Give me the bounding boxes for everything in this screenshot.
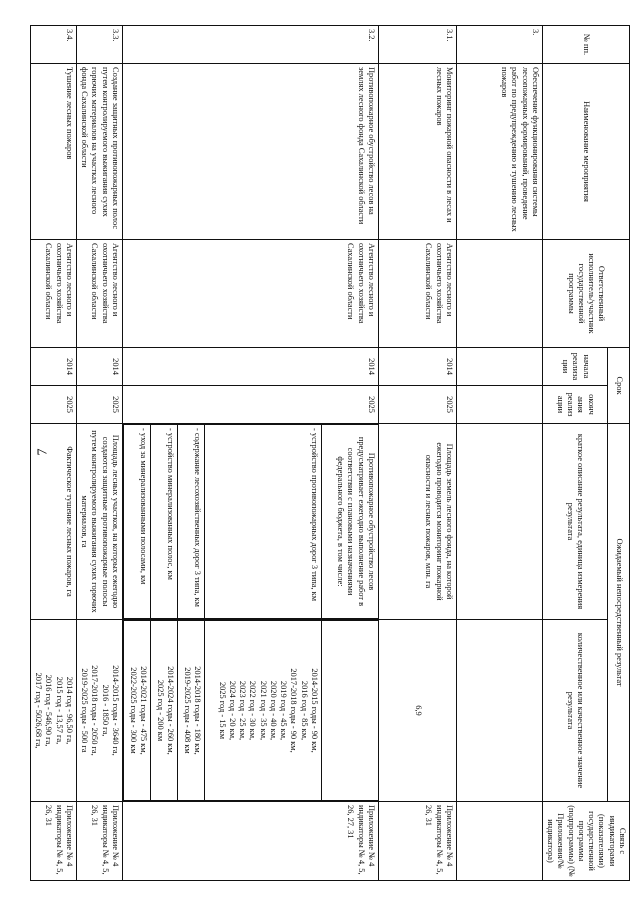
row-start: 2014 [379,348,457,386]
row-desc: Противопожарное обустройство лесов предусматривает ежегодно выполнение работ в соответствии с плановыми назначениями федерального бюджета, в том числе: [322,425,379,619]
subitem-values: 2014-2015 годы - 90 км, 2016 год - 85 км, 2017-2018 годы - 90 км, 2019 год - 45 км, 2020 год - 40 км, 2021 год - 35 км, 2022 год - 30 км, 2023 год - 25 км, 2024 год - 20 км, 2025 год - 15 км [205,621,322,801]
table-row [123,26,379,881]
header-expected: Ожидаемый непосредственный результат [608,424,630,802]
row-executor: Агентство лесного и охотничьего хозяйства Сахалинской области [31,240,77,348]
document-sheet [34,25,630,880]
table-row [379,26,457,881]
row-name: Обеспечение функционирования системы лесопожарных формирований, проведение работ по предупреждению и тушению лесных пожаров [457,64,543,240]
row-num: 3.2. [123,26,379,64]
subitem-desc: - устройство минерализованных полос, км [151,425,178,619]
header-start: начала реализа ции [543,348,608,386]
row-num: 3.3. [77,26,123,64]
row-end: 2025 [379,386,457,424]
row-link: Приложение № 4 индикаторы № 4, 5, 26, 31 [77,802,123,881]
row-desc: Площадь лесных участков, на которых ежегодно создаются защитные противопожарные полосы путем контролируемого выжигания сухих горючих материалов, га [77,424,123,620]
row-start: 2014 [123,348,379,386]
row-num: 3.4. [31,26,77,64]
rotated-page-frame [34,25,630,880]
row-values-cell [123,620,379,802]
header-end: оконч ания реализ ации [543,386,608,424]
row-name: Мониторинг пожарной опасности в лесах и лесных пожаров [379,64,457,240]
subitem-desc: - уход за минерализованными полосами, км [124,425,151,619]
row-name: Противопожарное обустройство лесов на землях лесного фонда Сахалинской области [123,64,379,240]
row-end: 2025 [31,386,77,424]
subitem-desc: - устройство противопожарных дорог 3 типа, км [205,425,322,619]
row-values: 2014 год - 96,50 га, 2015 год - 13,57 га, 2016 год - 546,90 га, 2017 год - 5026,68 га, [31,620,77,802]
table-header-row [608,26,630,881]
row-name: Тушение лесных пожаров [31,64,77,240]
row-executor: Агентство лесного и охотничьего хозяйства Сахалинской области [123,240,379,348]
page-number: 7 [35,448,51,456]
subitem-values: 2014-2018 годы - 180 км, 2019-2025 годы - 408 км [178,621,205,801]
row-num: 3. [457,26,543,64]
row-link: Приложение № 4 индикаторы № 4, 5, 26, 27, 31 [123,802,379,881]
row-start: 2014 [77,348,123,386]
subitem-values: 2014-2021 годы - 475 км, 2022-2025 годы - 300 км [124,621,151,801]
header-link: Связь с индикаторами (показателями) государственной программы (подпрограммы) (№ Приложения/№ индикатора) [543,802,630,881]
table-row [31,26,77,881]
header-term: Срок [608,348,630,424]
row-desc-cell [123,424,379,620]
row-executor: Агентство лесного и охотничьего хозяйства Сахалинской области [77,240,123,348]
row-num: 3.1. [379,26,457,64]
header-short-desc: краткое описание результата, единица измерения результата [543,424,608,620]
subitem-values: 2014-2024 годы - 260 км, 2025 год - 200 км [151,621,178,801]
header-name: Наименование мероприятия [543,64,630,240]
row-start: 2014 [31,348,77,386]
subitem-desc: - содержание лесохозяйственных дорог 3 типа, км [178,425,205,619]
table-row [77,26,123,881]
row-end: 2025 [77,386,123,424]
subitems-desc [123,424,378,619]
activities-table [30,25,630,881]
row-name: Создание защитных противопожарных полос путем контролируемого выжигания сухих горючих материалов на участках лесного фонда Сахалинской области [77,64,123,240]
row-desc: Площадь земель лесного фонда, на которой ежегодно проводится мониторинг пожарной опасности и лесных пожаров, млн. га [379,424,457,620]
row-link: Приложение № 4 индикаторы № 4, 5, 26, 31 [379,802,457,881]
row-values: 2014-2015 годы - 3640 га, 2016 - 1850 га, 2017-2018 годы - 2050 га, 2019-2025 годы - 500 га [77,620,123,802]
header-value: количественное или качественное значение результата [543,620,608,802]
row-link: Приложение № 4 индикаторы № 4, 5, 26, 31 [31,802,77,881]
subitems-values [123,620,378,801]
row-executor: Агентство лесного и охотничьего хозяйства Сахалинской области [379,240,457,348]
header-num: № пп. [543,26,630,64]
row-desc: Фактическое тушение лесных пожаров, га [31,424,77,620]
header-executor: Ответственный исполнитель/участник государственной программы [543,240,630,348]
row-end: 2025 [123,386,379,424]
table-row [457,26,543,881]
row-value: 6,9 [379,620,457,802]
